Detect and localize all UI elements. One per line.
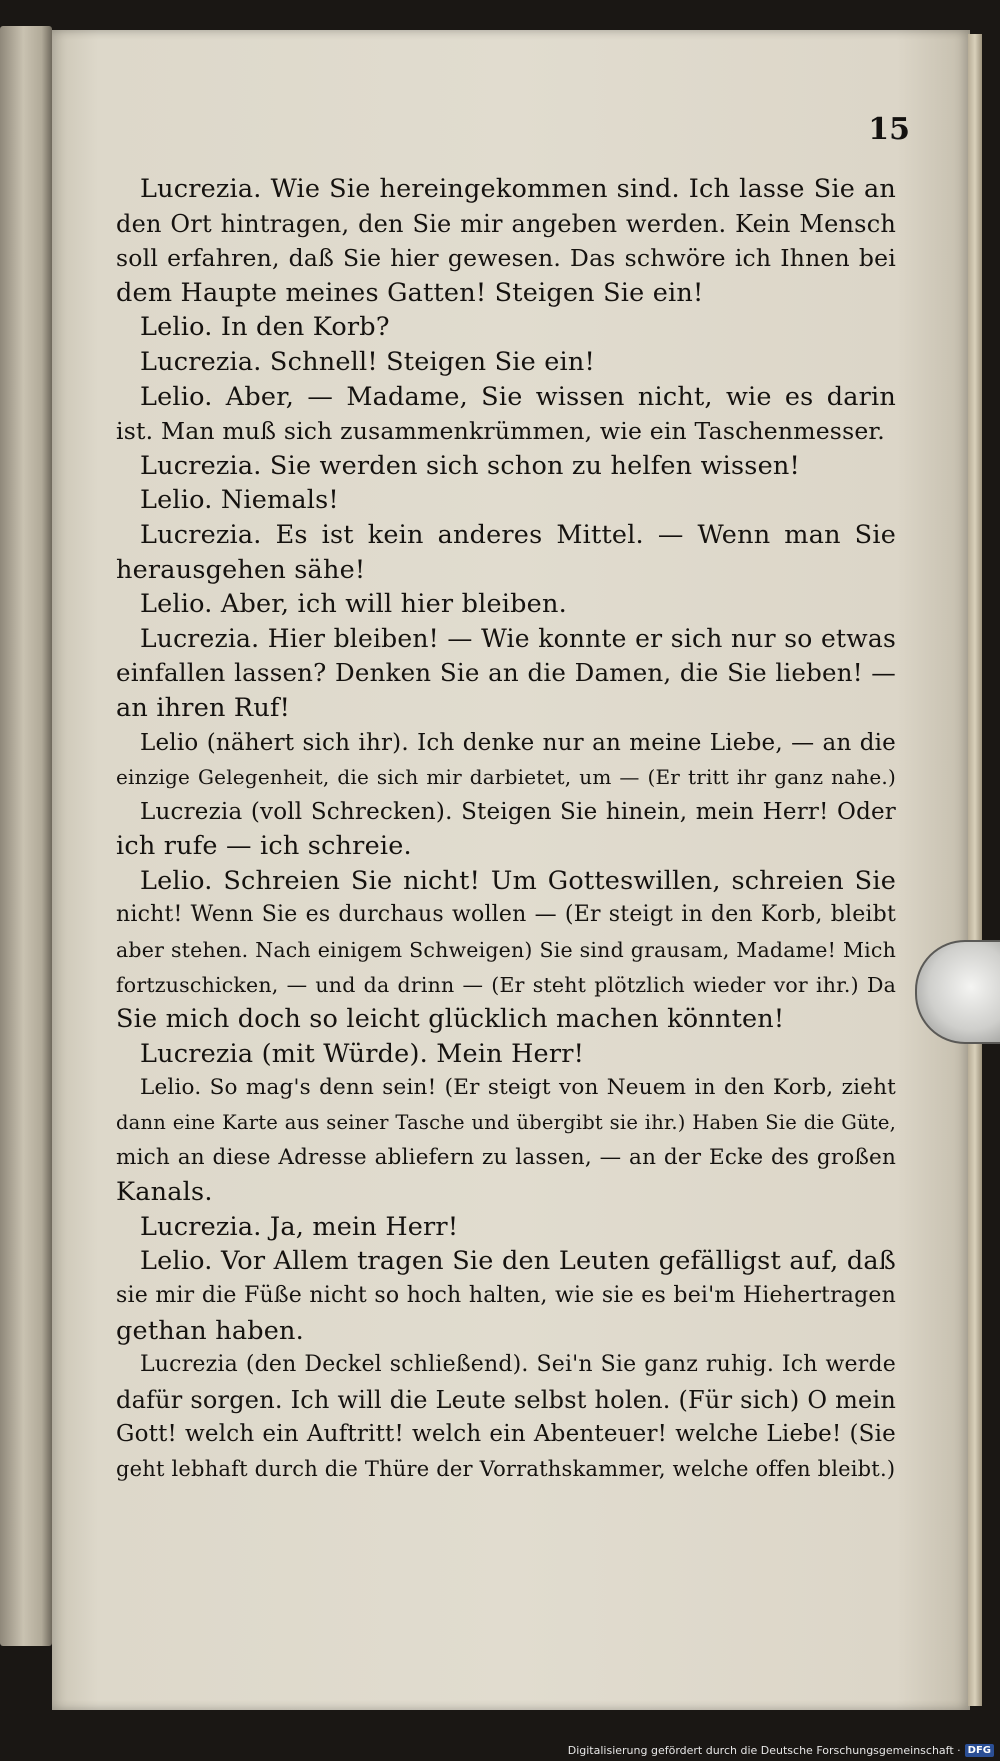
- text-line: dafür sorgen. Ich will die Leute selbst holen. (Für sich) O mein: [116, 1385, 896, 1414]
- text-line: Lucrezia. Ja, mein Herr!: [140, 1211, 459, 1242]
- text-line: geht lebhaft durch die Thüre der Vorrathskammer, welche offen bleibt.): [116, 1456, 896, 1481]
- dfg-logo: DFG: [965, 1744, 994, 1757]
- page-number: 15: [868, 112, 910, 147]
- text-line: Lucrezia. Wie Sie hereingekommen sind. Ich lasse Sie an: [140, 174, 896, 204]
- text-line: fortzuschicken, — und da drinn — (Er steht plötzlich wieder vor ihr.) Da: [116, 972, 896, 997]
- text-line: dann eine Karte aus seiner Tasche und übergibt sie ihr.) Haben Sie die Güte,: [116, 1111, 896, 1135]
- text-line: einzige Gelegenheit, die sich mir darbietet, um — (Er tritt ihr ganz nahe.): [116, 765, 896, 790]
- digitization-footer: [568, 1744, 994, 1757]
- text-line: sie mir die Füße nicht so hoch halten, wie sie es bei'm Hiehertragen: [116, 1283, 896, 1308]
- text-line: Lucrezia (mit Würde). Mein Herr!: [140, 1038, 585, 1069]
- book-clamp: [915, 940, 1000, 1044]
- text-line: Lelio (nähert sich ihr). Ich denke nur an meine Liebe, — an die: [140, 729, 896, 756]
- funding-credit: Digitalisierung gefördert durch die Deutsche Forschungsgemeinschaft ·: [567, 1744, 961, 1757]
- text-line: Gott! welch ein Auftritt! welch ein Abenteuer! welche Liebe! (Sie: [116, 1421, 896, 1448]
- text-line: einfallen lassen? Denken Sie an die Damen, die Sie lieben! —: [116, 658, 896, 688]
- text-line: ich rufe — ich schreie.: [116, 831, 412, 862]
- text-line: Lelio. Schreien Sie nicht! Um Gotteswillen, schreien Sie: [140, 865, 896, 896]
- text-line: Lucrezia. Es ist kein anderes Mittel. — Wenn man Sie: [140, 519, 896, 550]
- text-line: Lelio. In den Korb?: [140, 312, 390, 343]
- text-line: Lelio. Aber, ich will hier bleiben.: [140, 589, 567, 620]
- text-line: Lelio. Niemals!: [140, 485, 339, 516]
- text-line: aber stehen. Nach einigem Schweigen) Sie sind grausam, Madame! Mich: [116, 938, 896, 963]
- text-line: ist. Man muß sich zusammenkrümmen, wie ein Taschenmesser.: [116, 417, 885, 446]
- text-line: Lucrezia. Schnell! Steigen Sie ein!: [140, 346, 595, 377]
- text-line: dem Haupte meines Gatten! Steigen Sie ein!: [116, 277, 704, 308]
- text-line: gethan haben.: [116, 1315, 304, 1346]
- text-line: Lelio. So mag's denn sein! (Er steigt von Neuem in den Korb, zieht: [140, 1075, 896, 1101]
- text-line: Sie mich doch so leicht glücklich machen könnten!: [116, 1004, 785, 1035]
- text-line: Lucrezia (den Deckel schließend). Sei'n Sie ganz ruhig. Ich werde: [140, 1352, 896, 1378]
- text-line: nicht! Wenn Sie es durchaus wollen — (Er steigt in den Korb, bleibt: [116, 902, 896, 928]
- text-line: Kanals.: [116, 1177, 213, 1208]
- text-line: Lelio. Vor Allem tragen Sie den Leuten gefälligst auf, daß: [140, 1246, 896, 1277]
- body-text: [116, 172, 896, 1487]
- page-edge-stack: [968, 34, 982, 1706]
- text-line: an ihren Ruf!: [116, 692, 291, 723]
- text-line: den Ort hintragen, den Sie mir angeben werden. Kein Mensch: [116, 209, 896, 238]
- facing-page-edge: [0, 26, 52, 1646]
- text-line: soll erfahren, daß Sie hier gewesen. Das schwöre ich Ihnen bei: [116, 244, 896, 273]
- text-line: Lucrezia. Hier bleiben! — Wie konnte er sich nur so etwas: [140, 623, 896, 653]
- text-line: mich an diese Adresse abliefern zu lassen, — an der Ecke des großen: [116, 1144, 896, 1170]
- text-line: Lelio. Aber, — Madame, Sie wissen nicht, wie es darin: [140, 381, 896, 412]
- text-line: Lucrezia. Sie werden sich schon zu helfen wissen!: [140, 450, 800, 481]
- text-line: Lucrezia (voll Schrecken). Steigen Sie hinein, mein Herr! Oder: [140, 798, 896, 825]
- text-line: herausgehen sähe!: [116, 554, 366, 585]
